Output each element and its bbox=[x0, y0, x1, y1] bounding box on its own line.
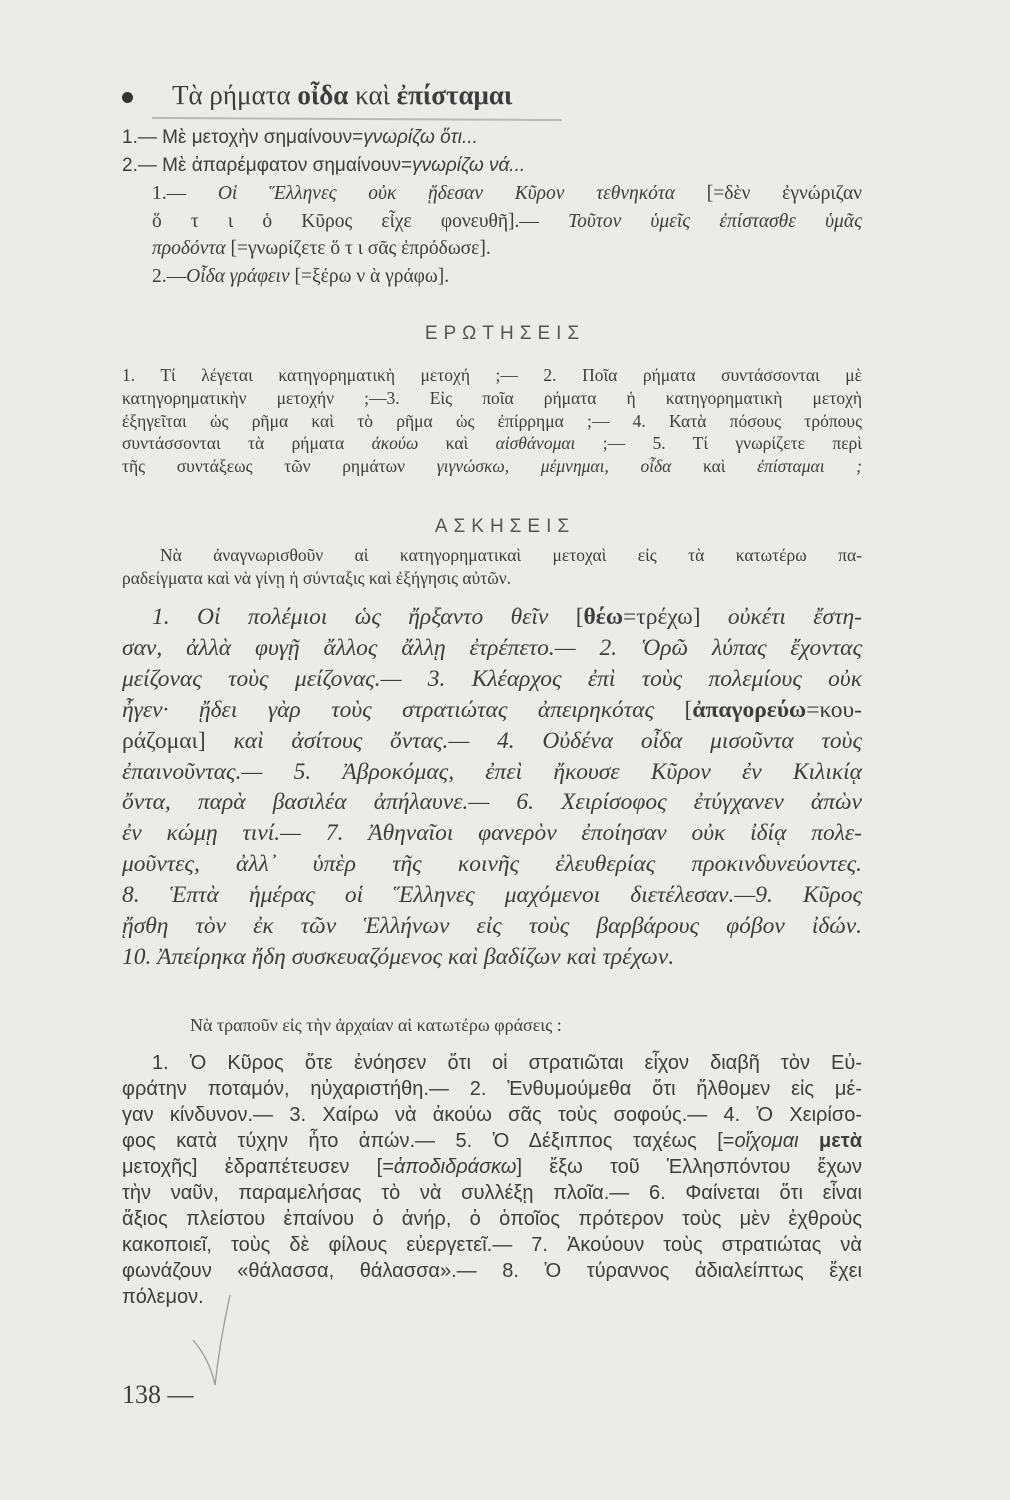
text-line bbox=[122, 364, 862, 387]
text-line bbox=[122, 1102, 862, 1128]
text-segment: αἰσθάνομαι bbox=[495, 433, 576, 454]
text-segment: καὶ bbox=[671, 456, 758, 477]
translation-sentences bbox=[122, 1050, 862, 1310]
text-line bbox=[152, 208, 862, 236]
text-line bbox=[122, 567, 862, 590]
text-line bbox=[122, 432, 862, 455]
text-segment: Οἱ Ἕλληνες οὐκ ᾔδεσαν Κῦρον τεθνηκότα bbox=[217, 183, 676, 204]
text-line bbox=[152, 180, 862, 208]
title-verb-epistamai: ἐπίσταμαι bbox=[396, 80, 513, 110]
text-line bbox=[122, 818, 862, 849]
text-segment: ὅ τ ι ὁ Κῦρος εἶχε φονευθῆ].— bbox=[152, 210, 569, 232]
text-segment: 1. Ὁ Κῦρος ὅτε ἐνόησεν ὅτι οἱ στρατιῶται εἶχον διαβῆ τὸν Εὐ- bbox=[152, 1052, 862, 1074]
text-line bbox=[122, 1258, 862, 1284]
text-segment: [ bbox=[575, 604, 584, 630]
text-line bbox=[122, 602, 862, 633]
text-segment: οἴχομαι bbox=[734, 1130, 799, 1152]
text-line bbox=[122, 726, 862, 757]
text-segment: ὄντα, παρὰ βασιλέα ἀπήλαυνε.— 6. Χειρίσοφος ἐτύγχανεν ἀπὼν bbox=[122, 789, 862, 816]
text-segment: ἦγεν· ᾔδει γὰρ τοὺς στρατιώτας ἀπειρηκότας bbox=[122, 696, 685, 723]
text-segment: φράτην ποταμόν, ηὐχαριστήθη.— 2. Ἐνθυμούμεθα ὅτι ἤλθομεν εἰς μέ- bbox=[122, 1078, 862, 1100]
text-line bbox=[122, 152, 525, 180]
text-segment: μετὰ bbox=[798, 1130, 862, 1152]
text-segment: [ bbox=[684, 696, 693, 723]
text-segment: ἐπίσταμαι ; bbox=[757, 456, 862, 477]
questions-heading: ΕΡΩΤΗΣΕΙΣ bbox=[424, 323, 586, 344]
text-line bbox=[122, 880, 862, 911]
title-mid: καὶ bbox=[348, 80, 397, 110]
text-segment: Οἶδα γράφειν bbox=[186, 265, 290, 287]
text-segment: μοῦντες, ἀλλ᾽ ὑπὲρ τῆς κοινῆς ἐλευθερίας προκινδυνεύοντες. bbox=[122, 851, 862, 878]
text-segment: καὶ bbox=[418, 433, 496, 454]
text-segment: ράζομαι] bbox=[122, 727, 206, 754]
text-segment: τὴν ναῦν, παραμελήσας τὸ νὰ συλλέξῃ πλοῖα.— 6. Φαίνεται ὅτι εἶναι bbox=[122, 1182, 862, 1204]
bullet-icon bbox=[122, 92, 133, 103]
examples-list bbox=[152, 180, 862, 290]
text-segment: φωνάζουν «θάλασσα, θάλασσα».— 8. Ὁ τύραννος ἀδιαλείπτως ἔχει bbox=[122, 1260, 862, 1282]
text-segment: [=γνωρίζετε ὅ τ ι σᾶς ἐπρόδωσε]. bbox=[225, 238, 491, 260]
text-line bbox=[122, 911, 862, 942]
section-title-text bbox=[172, 80, 512, 111]
text-line bbox=[122, 124, 525, 152]
pencil-underline bbox=[152, 117, 562, 121]
text-line bbox=[152, 235, 862, 263]
text-segment: φος κατὰ τύχην ἦτο ἀπών.— 5. Ὁ Δέξιππος ταχέως [= bbox=[122, 1130, 735, 1152]
text-segment: ἄξιος πλείστου ἐπαίνου ὁ ἀνήρ, ὁ ὁποῖος πρότερον τοὺς μὲν ἐχθροὺς bbox=[122, 1208, 862, 1230]
text-line bbox=[122, 1076, 862, 1102]
text-line bbox=[122, 664, 862, 695]
text-segment: 2.— bbox=[152, 265, 187, 287]
text-line bbox=[122, 1050, 862, 1076]
text-line bbox=[122, 849, 862, 880]
text-segment: Νὰ ἀναγνωρισθοῦν αἱ κατηγορηματικαὶ μετοχαὶ εἰς τὰ κατωτέρω πα- bbox=[160, 545, 862, 565]
text-segment: γνωρίζω νά... bbox=[412, 154, 526, 176]
text-line bbox=[122, 387, 862, 410]
text-segment: 2.— Μὲ ἀπαρέμφατον σημαίνουν= bbox=[122, 154, 413, 176]
text-line bbox=[122, 1232, 862, 1258]
text-line bbox=[122, 544, 862, 567]
text-line bbox=[122, 1128, 862, 1154]
text-segment: καὶ ἀσίτους ὄντας.— 4. Οὐδένα οἶδα μισοῦντα τοὺς bbox=[205, 727, 862, 754]
text-segment: σαν, ἀλλὰ φυγῇ ἄλλος ἄλλῃ ἐτρέπετο.— 2. Ὁρῶ λύπας ἔχοντας bbox=[122, 634, 862, 661]
text-line bbox=[122, 410, 862, 433]
exercises-sentences bbox=[122, 602, 862, 973]
text-segment: ἐν κώμῃ τινί.— 7. Ἀθηναῖοι φανερὸν ἐποίησαν οὐκ ἰδίᾳ πολε- bbox=[122, 820, 862, 847]
text-line bbox=[152, 263, 862, 291]
text-segment: ραδείγματα καὶ νὰ γίνῃ ἡ σύνταξις καὶ ἐξήγησις αὐτῶν. bbox=[122, 567, 512, 588]
text-segment: κακοποιεῖ, τοὺς δὲ φίλους εὐεργετεῖ.— 7. Ἀκούουν τοὺς στρατιώτας νὰ bbox=[122, 1234, 862, 1256]
text-segment: [=δὲν ἐγνώριζαν bbox=[675, 183, 862, 204]
text-segment: πόλεμον. bbox=[122, 1286, 204, 1308]
handwritten-check-mark bbox=[185, 1290, 235, 1390]
text-line bbox=[122, 455, 862, 478]
text-segment: τῆς συντάξεως τῶν ρημάτων bbox=[122, 456, 437, 477]
text-line bbox=[122, 695, 862, 726]
text-segment: ἐπαινοῦντας.— 5. Ἀβροκόμας, ἐπεὶ ἤκουσε Κῦρον ἐν Κιλικίᾳ bbox=[122, 758, 862, 785]
text-segment: 1. Τί λέγεται κατηγορηματικὴ μετοχή ;— 2. Ποῖα ρήματα συντάσσονται μὲ bbox=[122, 365, 862, 385]
meanings-list bbox=[122, 124, 525, 179]
text-segment: ἀκούω bbox=[371, 433, 419, 454]
page-number: 138 — bbox=[122, 1380, 194, 1409]
text-segment: ἐξηγεῖται ὡς ρῆμα καὶ τὸ ρῆμα ὡς ἐπίρρημα ;— 4. Κατὰ πόσους τρόπους bbox=[122, 410, 862, 431]
text-segment: συντάσσονται τὰ ρήματα bbox=[122, 433, 372, 454]
text-segment: προδόντα bbox=[152, 238, 226, 260]
text-segment: 8. Ἑπτὰ ἡμέρας οἱ Ἕλληνες μαχόμενοι διετέλεσαν.—9. Κῦρος bbox=[122, 882, 862, 909]
text-segment: ;— 5. Τί γνωρίζετε περὶ bbox=[575, 433, 862, 454]
text-segment: γιγνώσκω, μέμνημαι, οἶδα bbox=[436, 456, 672, 477]
text-line bbox=[122, 633, 862, 664]
text-segment: ἀπαγορεύω bbox=[692, 696, 807, 723]
title-prefix: Τὰ ρήματα bbox=[172, 80, 298, 110]
exercises-intro bbox=[122, 544, 862, 589]
text-segment: γαν κίνδυνον.— 3. Χαίρω νὰ ἀκούω σᾶς τοὺς σοφούς.— 4. Ὁ Χειρίσο- bbox=[122, 1104, 862, 1126]
text-segment: =τρέχω] bbox=[623, 604, 701, 630]
text-segment: θέω bbox=[583, 604, 624, 630]
text-segment: μείζονας τοὺς μείζονας.— 3. Κλέαρχος ἐπὶ τοὺς πολεμίους οὐκ bbox=[122, 665, 862, 692]
text-line bbox=[122, 1154, 862, 1180]
text-line bbox=[122, 787, 862, 818]
text-segment: Τοῦτον ὑμεῖς ἐπίστασθε ὑμᾶς bbox=[568, 210, 862, 232]
text-segment: [=ξέρω ν ὰ γράφω]. bbox=[289, 265, 450, 287]
text-segment: 1.— bbox=[152, 183, 218, 204]
text-segment: ᾔσθη τὸν ἐκ τῶν Ἑλλήνων εἰς τοὺς βαρβάρους φόβον ἰδών. bbox=[122, 913, 862, 940]
questions-text bbox=[122, 364, 862, 478]
text-segment: 10. Ἀπείρηκα ἤδη συσκευαζόμενος καὶ βαδίζων καὶ τρέχων. bbox=[122, 943, 675, 970]
text-segment: =κου- bbox=[806, 696, 862, 723]
text-segment: 1. Οἱ πολέμιοι ὡς ἤρξαντο θεῖν bbox=[152, 604, 576, 630]
text-line bbox=[122, 1180, 862, 1206]
exercises-heading: ΑΣΚΗΣΕΙΣ bbox=[434, 516, 576, 537]
text-segment: ἀποδιδράσκω bbox=[393, 1156, 517, 1178]
title-verb-oida: οἶδα bbox=[297, 80, 349, 110]
translation-heading: Νὰ τραποῦν εἰς τὴν ἀρχαίαν αἱ κατωτέρω φράσεις : bbox=[190, 1015, 562, 1035]
text-segment: μετοχῆς] ἐδραπέτευσεν [= bbox=[122, 1156, 394, 1178]
text-segment: οὐκέτι ἔστη- bbox=[700, 604, 862, 630]
text-line bbox=[122, 757, 862, 788]
text-segment: κατηγορηματικὴν μετοχήν ;—3. Εἰς ποῖα ρήματα ἡ κατηγορηματικὴ μετοχὴ bbox=[122, 387, 862, 408]
text-segment: γνωρίζω ὅτι... bbox=[363, 127, 478, 148]
text-line bbox=[122, 942, 862, 973]
text-segment: ] ἔξω τοῦ Ἑλλησπόντου ἔχων bbox=[516, 1156, 862, 1178]
text-segment: 1.— Μὲ μετοχὴν σημαίνουν= bbox=[122, 127, 364, 148]
text-line bbox=[122, 1206, 862, 1232]
